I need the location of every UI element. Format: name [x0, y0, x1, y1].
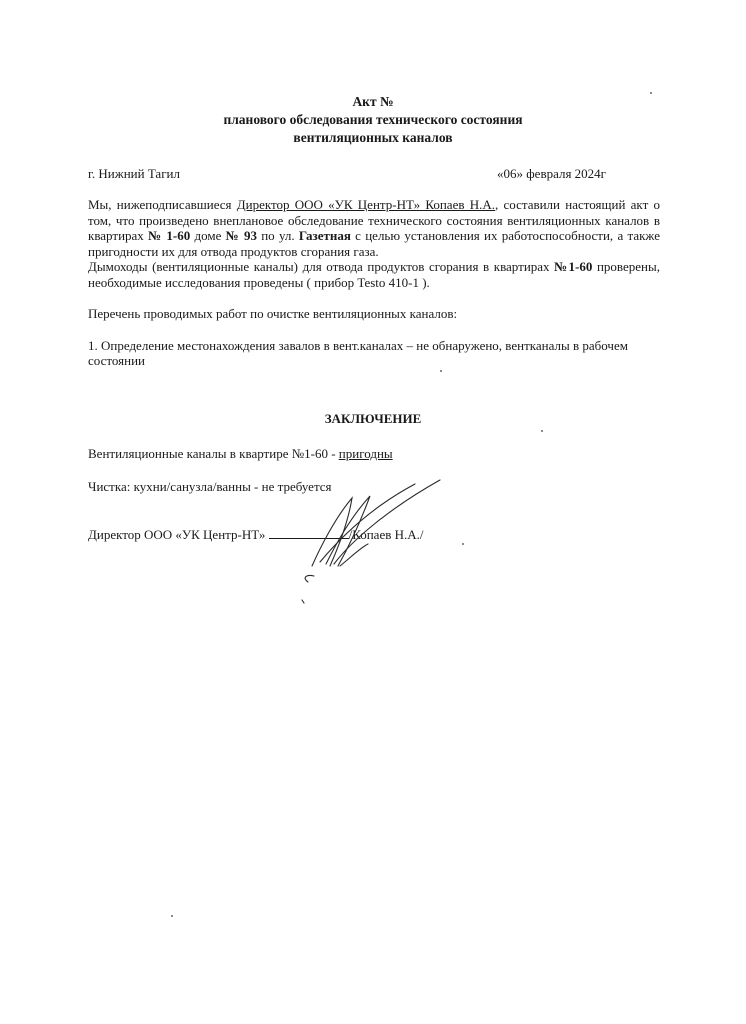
conclusion-text: Вентиляционные каналы в квартире №1-60 - [88, 446, 339, 461]
intro-text-2: , составили настоящий акт о том, что произведено внеплановое обследование технического состояния вентиляционных каналов в квартирах [88, 197, 660, 243]
signer-name: Директор ООО «УК Центр-НТ» Копаев Н.А. [236, 197, 495, 212]
works-heading: Перечень проводимых работ по очистке вентиляционных каналов: [88, 306, 458, 321]
street-name: Газетная [298, 228, 351, 243]
scan-speck [440, 370, 442, 372]
document-title [0, 93, 746, 147]
intro-text-4: по ул. [256, 228, 299, 243]
intro-text-3: доме [190, 228, 226, 243]
intro-paragraph [88, 197, 660, 259]
document-body [88, 197, 660, 369]
conclusion-line [88, 446, 393, 462]
intro-text-5: с целью установления их работоспособности, а также пригодности их для отвода продуктов сгорания газа. [88, 228, 660, 259]
chimneys-text-1: Дымоходы (вентиляционные каналы) для отвода продуктов сгорания в квартирах [88, 259, 555, 274]
scan-speck [650, 92, 652, 94]
scan-speck [541, 430, 543, 432]
conclusion-heading: ЗАКЛЮЧЕНИЕ [324, 411, 422, 426]
signer-position: Директор ООО «УК Центр-НТ» [88, 527, 266, 542]
title-line-2: планового обследования технического состояния [223, 112, 523, 127]
work-item: 1. Определение местонахождения завалов в вент.каналах – не обнаружено, вентканалы в рабочем состоянии [88, 337, 628, 368]
place: г. Нижний Тагил [88, 166, 180, 181]
chimneys-apartments: №1-60 [554, 259, 593, 274]
title-line-1: Акт № [352, 94, 394, 109]
conclusion-verdict: пригодны [338, 446, 393, 461]
house-number: № 93 [225, 228, 257, 243]
document-date: «06» февраля 2024г [497, 166, 607, 181]
scan-speck [171, 915, 173, 917]
apartments-range: № 1-60 [148, 228, 191, 243]
chimneys-text-2: проверены, необходимые исследования проведены ( прибор Testo 410-1 ). [88, 259, 660, 290]
scan-speck [462, 543, 464, 545]
intro-text-1: Мы, нижеподписавшиеся [88, 197, 237, 212]
cleaning-line: Чистка: кухни/санузла/ванны - не требуется [88, 479, 332, 494]
chimneys-paragraph [88, 259, 660, 290]
title-line-3: вентиляционных каналов [293, 130, 453, 145]
handwritten-signature [290, 478, 490, 608]
signer-initials: /Копаев Н.А./ [348, 527, 424, 542]
